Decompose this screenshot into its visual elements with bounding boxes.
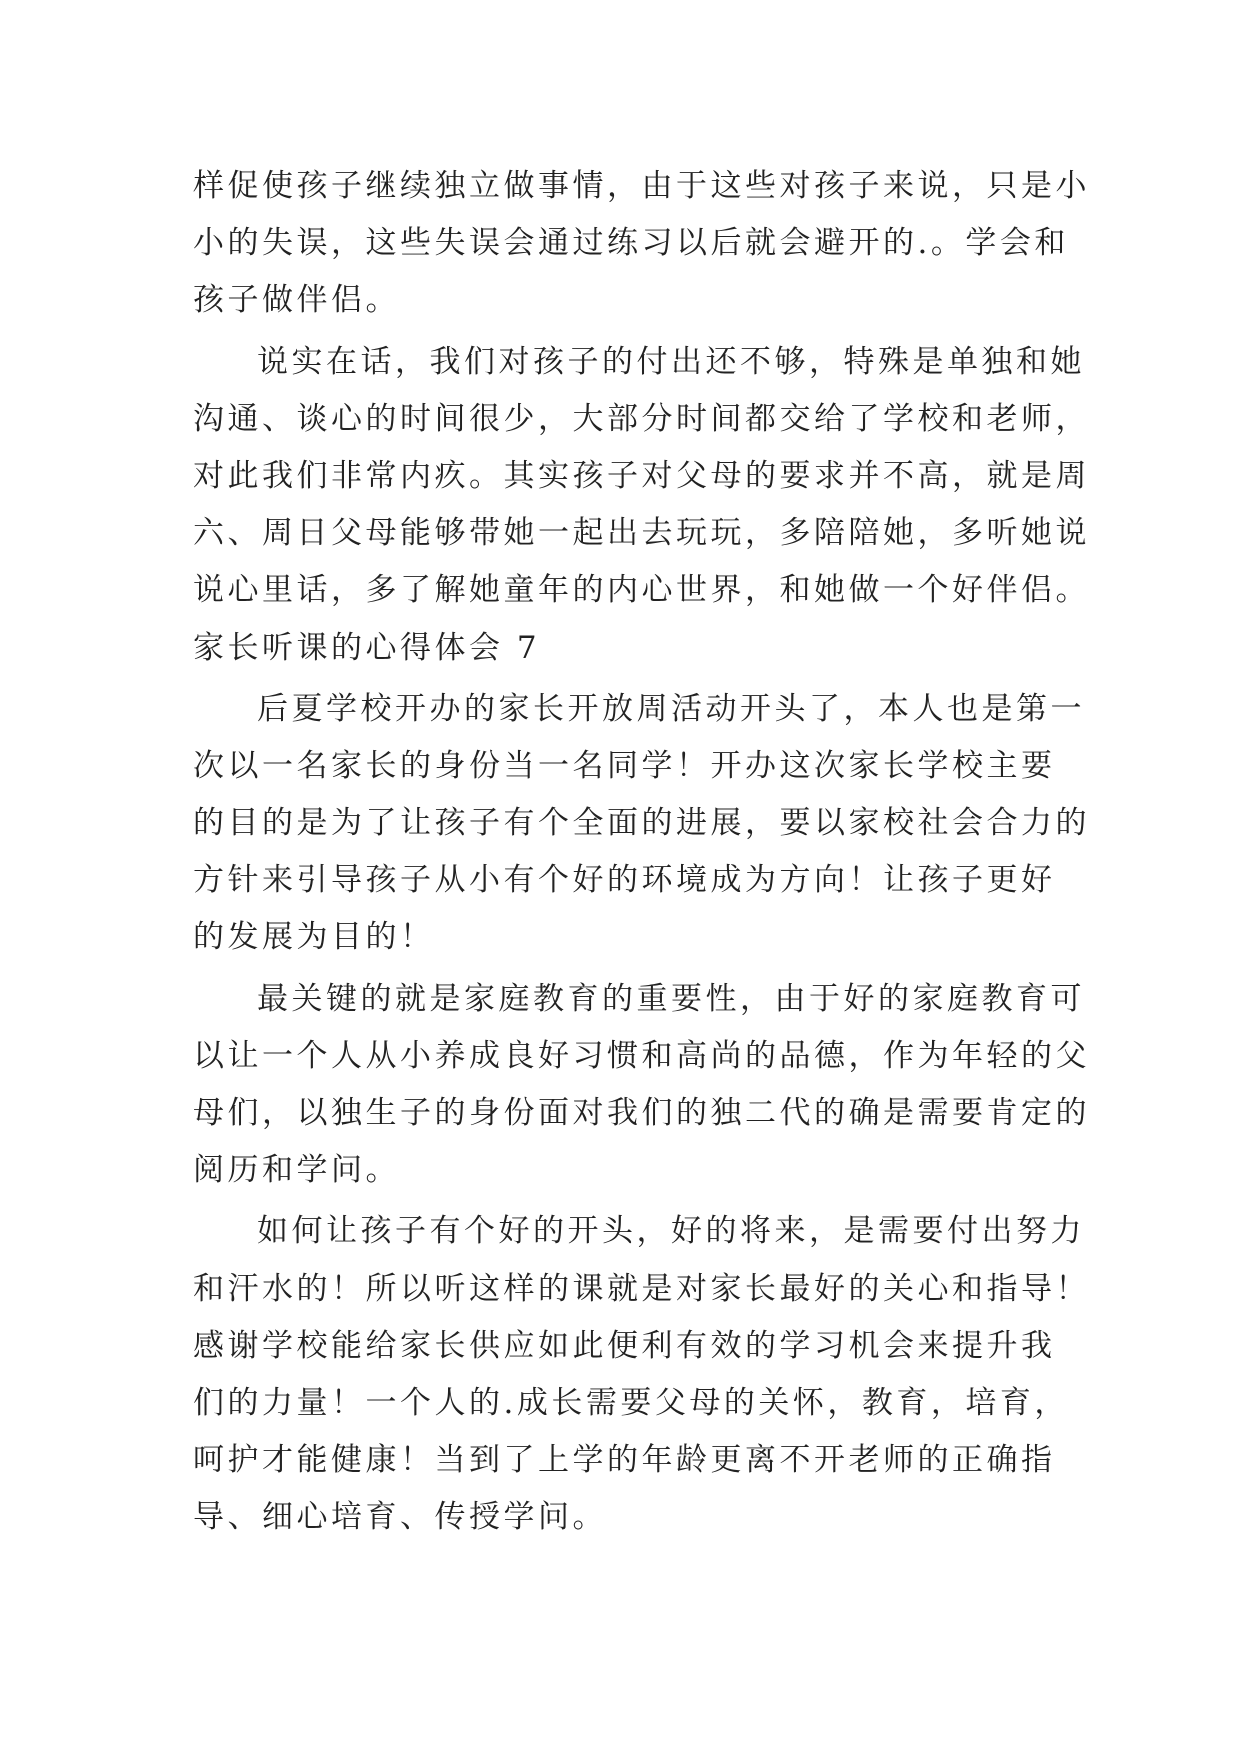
text-line: 以让一个人从小养成良好习惯和高尚的品德，作为年轻的父 bbox=[193, 1037, 1090, 1074]
text-line: 们的力量！一个人的.成长需要父母的关怀，教育，培育， bbox=[193, 1384, 1069, 1421]
text-line: 孩子做伴侣。 bbox=[193, 282, 400, 319]
text-line: 说心里话，多了解她童年的内心世界，和她做一个好伴侣。 bbox=[193, 572, 1090, 609]
paragraph-first-line: 最关键的就是家庭教育的重要性，由于好的家庭教育可 bbox=[257, 980, 1085, 1017]
text-line: 次以一名家长的身份当一名同学！开办这次家长学校主要 bbox=[193, 747, 1056, 784]
text-line: 样促使孩子继续独立做事情，由于这些对孩子来说，只是小 bbox=[193, 168, 1090, 204]
section-heading: 家长听课的心得体会 7 bbox=[193, 629, 541, 666]
text-line: 导、细心培育、传授学问。 bbox=[193, 1499, 607, 1536]
text-line: 沟通、谈心的时间很少，大部分时间都交给了学校和老师， bbox=[193, 400, 1090, 437]
text-line: 感谢学校能给家长供应如此便利有效的学习机会来提升我 bbox=[193, 1327, 1056, 1364]
paragraph-first-line: 说实在话，我们对孩子的付出还不够，特殊是单独和她 bbox=[257, 343, 1085, 380]
text-line: 呵护才能健康！当到了上学的年龄更离不开老师的正确指 bbox=[193, 1442, 1056, 1479]
paragraph-first-line: 后夏学校开办的家长开放周活动开头了，本人也是第一 bbox=[257, 690, 1085, 727]
paragraph-first-line: 如何让孩子有个好的开头，好的将来，是需要付出努力 bbox=[257, 1213, 1085, 1250]
text-line: 的目的是为了让孩子有个全面的进展，要以家校社会合力的 bbox=[193, 805, 1090, 842]
text-line: 的发展为目的！ bbox=[193, 919, 435, 956]
text-line: 小的失误，这些失误会通过练习以后就会避开的.。学会和 bbox=[193, 225, 1069, 262]
text-line: 方针来引导孩子从小有个好的环境成为方向！让孩子更好 bbox=[193, 862, 1056, 899]
text-line: 阅历和学问。 bbox=[193, 1152, 400, 1189]
text-line: 对此我们非常内疚。其实孩子对父母的要求并不高，就是周 bbox=[193, 457, 1090, 494]
document-body bbox=[193, 158, 1090, 1547]
text-line: 和汗水的！所以听这样的课就是对家长最好的关心和指导！ bbox=[193, 1270, 1090, 1307]
text-line: 六、周日父母能够带她一起出去玩玩，多陪陪她，多听她说 bbox=[193, 515, 1090, 552]
text-line: 母们，以独生子的身份面对我们的独二代的确是需要肯定的 bbox=[193, 1095, 1090, 1131]
